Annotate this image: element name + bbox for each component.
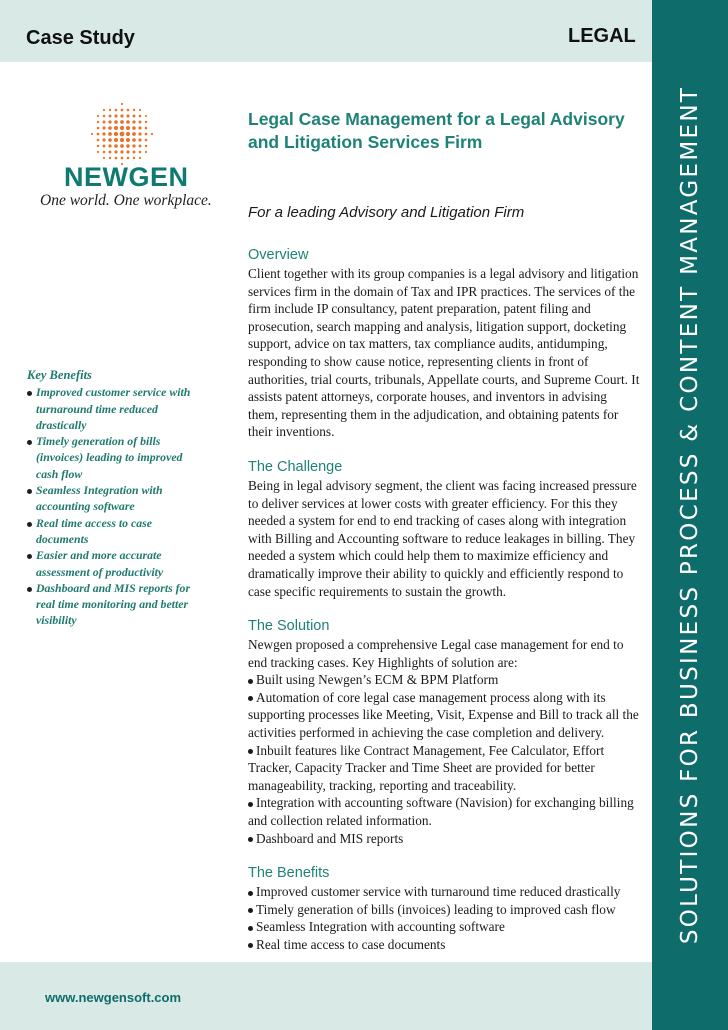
benefit-bullet-text: Timely generation of bills (invoices) leading to improved cash flow [256, 901, 616, 917]
logo-dot [102, 132, 105, 135]
logo-dot [114, 144, 118, 148]
logo-dot [126, 126, 130, 130]
logo-dot [133, 109, 135, 111]
logo-dot [120, 126, 124, 130]
overview-heading: Overview [248, 247, 309, 263]
logo-dot [127, 109, 130, 112]
logo-dot [145, 139, 148, 142]
logo-dot [132, 132, 136, 136]
logo-dot [145, 115, 147, 117]
logo-dot [151, 133, 153, 135]
key-benefits-heading: Key Benefits [27, 368, 92, 382]
logo-dot [103, 157, 105, 159]
logo-dot [120, 114, 123, 117]
logo-dot [133, 115, 136, 118]
solution-bullet [248, 742, 640, 795]
logo-dot [109, 151, 112, 154]
logo-dot [102, 138, 105, 141]
logo-dot [121, 109, 124, 112]
sidebar-tagline: SOLUTIONS FOR BUSINESS PROCESS & CONTENT MANAGEMENT [677, 85, 703, 945]
logo-dot [126, 150, 129, 153]
solution-bullet [248, 689, 640, 742]
page-title: Legal Case Management for a Legal Advisory and Litigation Services Firm [248, 109, 625, 152]
logo-dot [139, 115, 142, 118]
logo-dot [115, 157, 118, 160]
logo-dot [109, 157, 111, 159]
solution-bullet [248, 830, 640, 848]
solution-heading: The Solution [248, 618, 330, 635]
logo-dot [97, 151, 99, 153]
logo-dot [109, 109, 111, 111]
bullet-icon [248, 926, 253, 931]
logo-dot [97, 145, 99, 147]
logo-dot [126, 132, 130, 136]
logo-dot [132, 120, 135, 123]
logo-dot [120, 144, 124, 148]
logo-dot [132, 138, 136, 142]
overview-text: Client together with its group companies is a legal advisory and litigation services firm in the domain of Tax and IPR practices. The services of the firm include IP consultancy, patent preparation, patent filing and prosecution, search mapping and analysis, litigation support, docketing support, advice on tax matters, tax compliance audits, antidumping, responding to show cause notice, representing clients in front of authorities, trial courts, tribunals, Appellate courts, and Supreme Court. It assists patent attorneys, corporate houses, and inventors in advising them, representing them in the adjudication, and obtaining patents for their inventions. [248, 266, 640, 440]
logo-dot [139, 121, 142, 124]
benefit-bullet [248, 883, 640, 901]
logo-dot [139, 151, 142, 154]
solution-bullet-text: Inbuilt features like Contract Management, Fee Calculator, Effort Tracker, Capacity Tracker and Time Sheet are provided for better manageability, tracking, reporting and traceability. [248, 742, 605, 793]
logo-dot [102, 126, 105, 129]
logo-dot [97, 115, 99, 117]
logo-dot [120, 150, 123, 153]
logo-dot [108, 144, 111, 147]
logo-dot [114, 138, 118, 142]
logo-dot [103, 121, 106, 124]
logo-dot [126, 120, 130, 124]
bullet-icon [248, 679, 253, 684]
benefit-bullet [248, 901, 640, 919]
solution-bullet-text: Integration with accounting software (Navision) for exchanging billing and collection related information. [248, 795, 634, 829]
logo-dot [126, 114, 129, 117]
logo-dot [109, 115, 112, 118]
category-label: LEGAL [568, 25, 636, 47]
logo-dot [145, 121, 147, 123]
logo-dot [103, 109, 105, 111]
logo-dot [97, 127, 100, 130]
logo-dot [114, 114, 117, 117]
logo-dot [138, 138, 141, 141]
logo-dot [114, 132, 118, 136]
main-content [248, 108, 640, 954]
solution-bullet-text: Built using Newgen’s ECM & BPM Platform [256, 672, 499, 688]
benefit-bullet [248, 936, 640, 954]
logo-wordmark: NEWGEN [64, 162, 189, 192]
logo-dot [103, 151, 106, 154]
logo-dot [121, 157, 124, 160]
benefit-bullet-text: Improved customer service with turnaround time reduced drastically [256, 884, 621, 900]
logo-dot [97, 139, 100, 142]
website-link[interactable]: www.newgensoft.com [45, 990, 182, 1005]
challenge-text: Being in legal advisory segment, the client was facing increased pressure to deliver services at lower costs with greater efficiency. For this they needed a system for end to end tracking of cases along with integration with Billing and Accounting software to reduce leakages in billing. They needed a system which could help them to maximize efficiency and dramatically improve their ability to quickly and efficiently respond to case specific requirements to sustain the growth. [248, 477, 637, 599]
solution-bullet [248, 671, 640, 689]
logo-dot [115, 109, 118, 112]
solution-bullet-text: Automation of core legal case management process along with its supporting processes like Meeting, Visit, Expense and Bill to track all the activities performed in achieving the case completion and delivery. [248, 689, 639, 741]
benefit-bullet [248, 918, 640, 936]
logo-dot [108, 120, 111, 123]
bullet-icon [248, 943, 253, 948]
logo-dot [139, 109, 141, 111]
doc-type-label: Case Study [26, 27, 135, 49]
benefit-bullet-text: Real time access to case documents [256, 937, 446, 952]
logo-dot [108, 126, 112, 130]
logo-dot [103, 145, 106, 148]
logo-dot [114, 150, 117, 153]
logo-dot [120, 132, 125, 137]
logo-dot [127, 157, 130, 160]
page-subtitle: For a leading Advisory and Litigation Firm [248, 204, 525, 221]
benefit-bullet-text: Seamless Integration with accounting software [256, 919, 505, 935]
logo-dot [114, 120, 118, 124]
logo-dot [132, 144, 135, 147]
bullet-icon [248, 891, 253, 896]
key-benefit-item: Dashboard and MIS reports for real time monitoring and better visibility [27, 580, 207, 629]
challenge-heading: The Challenge [248, 458, 343, 475]
logo-dot [126, 144, 130, 148]
logo-dot [145, 133, 148, 136]
bullet-icon [248, 802, 253, 807]
logo-dot [121, 103, 123, 105]
logo-dot [132, 126, 136, 130]
key-benefit-item: Seamless Integration with accounting software [27, 482, 207, 515]
logo-dot [103, 115, 106, 118]
logo-dot [120, 138, 124, 142]
logo-tagline: One world. One workplace. [40, 192, 212, 209]
logo-dot [139, 157, 141, 159]
logo-dot [108, 132, 112, 136]
logo-dot [108, 138, 112, 142]
logo-mark-icon [90, 102, 154, 166]
logo-dot [126, 138, 130, 142]
logo-dot [133, 151, 136, 154]
key-benefits-panel [27, 367, 207, 629]
bullet-icon [248, 749, 253, 754]
key-benefit-item: Easier and more accurate assessment of productivity [27, 547, 207, 580]
key-benefit-item: Improved customer service with turnaround time reduced drastically [27, 384, 207, 433]
solution-intro: Newgen proposed a comprehensive Legal case management for end to end tracking cases. Key Highlights of solution are: [248, 637, 624, 670]
solution-bullet [248, 794, 640, 829]
solution-bullet-text: Dashboard and MIS reports [256, 830, 404, 846]
key-benefit-item: Timely generation of bills (invoices) leading to improved cash flow [27, 433, 207, 482]
logo-dot [145, 145, 147, 147]
logo-dot [145, 127, 148, 130]
logo-dot [120, 120, 124, 124]
logo-dot [145, 151, 147, 153]
key-benefit-item: Real time access to case documents [27, 515, 207, 548]
logo-dot [97, 133, 100, 136]
logo-dot [138, 132, 141, 135]
logo-dot [133, 157, 135, 159]
bullet-icon [248, 696, 253, 701]
logo-dot [97, 121, 99, 123]
logo-dot [91, 133, 93, 135]
benefits-heading: The Benefits [248, 865, 330, 882]
bullet-icon [248, 908, 253, 913]
logo-dot [138, 126, 141, 129]
logo-dot [114, 126, 118, 130]
bullet-icon [248, 837, 253, 842]
logo-dot [139, 145, 142, 148]
